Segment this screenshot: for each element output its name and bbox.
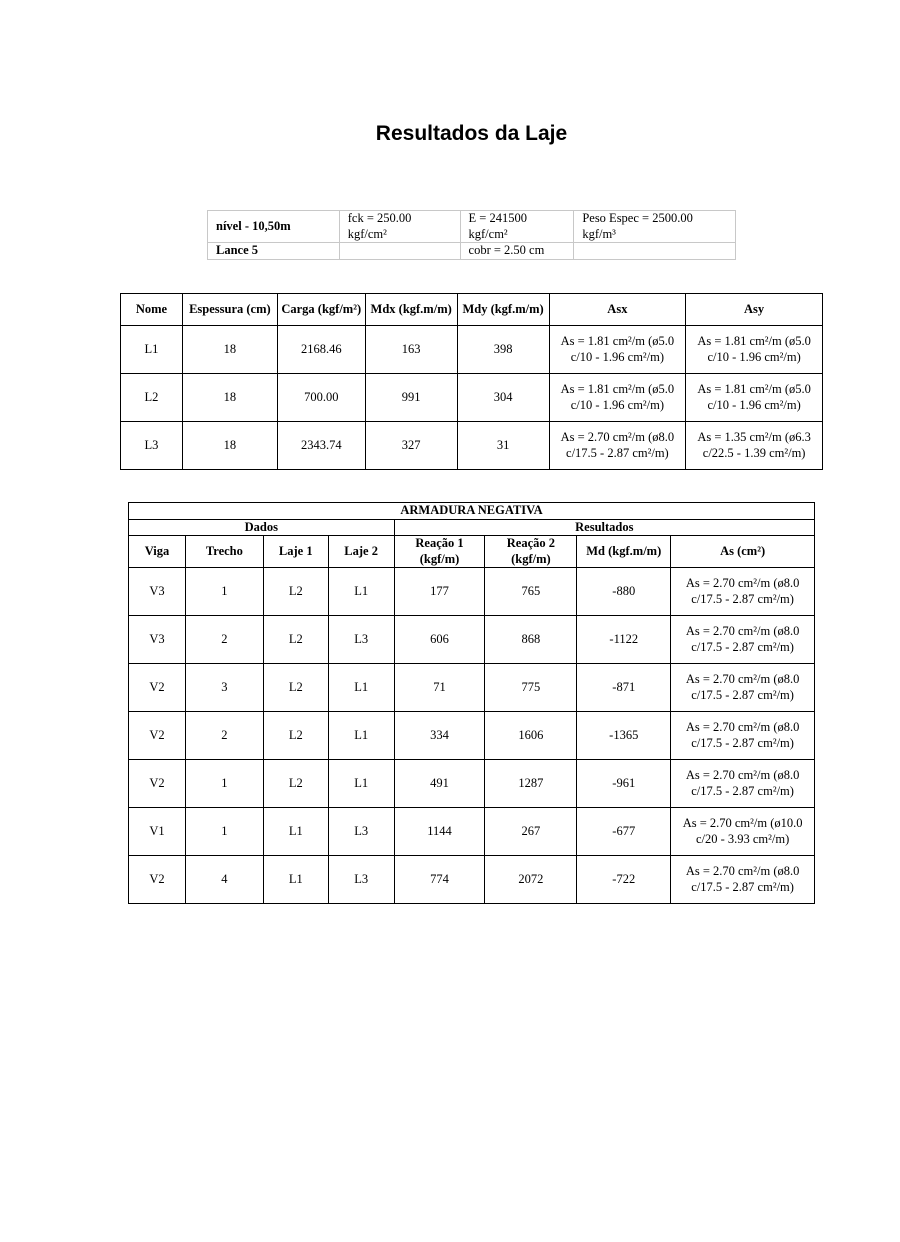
slab-header: Asy — [686, 294, 823, 326]
table-cell: 606 — [394, 616, 485, 664]
table-cell: As = 1.81 cm²/m (ø5.0 c/10 - 1.96 cm²/m) — [686, 326, 823, 374]
table-cell: 2168.46 — [277, 326, 365, 374]
table-cell: 334 — [394, 712, 485, 760]
lance-cell: Lance 5 — [208, 243, 340, 260]
table-cell: V2 — [129, 664, 186, 712]
table-row — [129, 760, 815, 808]
negative-header: As (cm²) — [671, 536, 815, 568]
negative-reinforcement-table — [128, 502, 815, 904]
table-cell: L2 — [263, 568, 328, 616]
table-cell: 1 — [185, 808, 263, 856]
table-cell: As = 1.81 cm²/m (ø5.0 c/10 - 1.96 cm²/m) — [549, 374, 686, 422]
table-cell: L1 — [263, 808, 328, 856]
negative-header: Trecho — [185, 536, 263, 568]
table-cell: 4 — [185, 856, 263, 904]
table-cell: -1122 — [577, 616, 671, 664]
table-cell: 1606 — [485, 712, 577, 760]
table-row — [129, 808, 815, 856]
table-cell: -1365 — [577, 712, 671, 760]
negative-table-title: ARMADURA NEGATIVA — [129, 503, 815, 520]
table-cell: V2 — [129, 760, 186, 808]
table-cell: 1 — [185, 568, 263, 616]
table-cell: L3 — [121, 422, 183, 470]
table-cell: As = 2.70 cm²/m (ø8.0 c/17.5 - 2.87 cm²/m) — [671, 664, 815, 712]
group-dados: Dados — [129, 519, 395, 536]
table-cell: V1 — [129, 808, 186, 856]
table-cell: 163 — [365, 326, 457, 374]
table-cell: 2072 — [485, 856, 577, 904]
table-cell: 765 — [485, 568, 577, 616]
group-resultados: Resultados — [394, 519, 814, 536]
table-cell: V3 — [129, 568, 186, 616]
table-cell: 18 — [182, 326, 277, 374]
e-cell: E = 241500 kgf/cm² — [460, 211, 574, 243]
table-row — [121, 326, 823, 374]
table-cell: 991 — [365, 374, 457, 422]
table-cell: As = 2.70 cm²/m (ø8.0 c/17.5 - 2.87 cm²/m) — [671, 712, 815, 760]
slab-header: Carga (kgf/m²) — [277, 294, 365, 326]
table-cell: 1287 — [485, 760, 577, 808]
negative-header: Reação 2 (kgf/m) — [485, 536, 577, 568]
table-cell: V3 — [129, 616, 186, 664]
negative-header: Reação 1 (kgf/m) — [394, 536, 485, 568]
table-row — [121, 422, 823, 470]
table-cell: As = 2.70 cm²/m (ø8.0 c/17.5 - 2.87 cm²/m) — [671, 616, 815, 664]
info-table — [207, 210, 736, 260]
table-row — [129, 664, 815, 712]
table-cell: 1144 — [394, 808, 485, 856]
table-cell: As = 2.70 cm²/m (ø10.0 c/20 - 3.93 cm²/m) — [671, 808, 815, 856]
table-cell: -961 — [577, 760, 671, 808]
table-cell: 267 — [485, 808, 577, 856]
page-title: Resultados da Laje — [375, 122, 568, 145]
table-cell: L2 — [263, 616, 328, 664]
table-cell: 31 — [457, 422, 549, 470]
table-cell: -880 — [577, 568, 671, 616]
table-cell: 2 — [185, 616, 263, 664]
table-cell: As = 2.70 cm²/m (ø8.0 c/17.5 - 2.87 cm²/m) — [549, 422, 686, 470]
table-cell: L1 — [328, 664, 394, 712]
table-cell: 304 — [457, 374, 549, 422]
slab-header: Espessura (cm) — [182, 294, 277, 326]
table-cell: V2 — [129, 712, 186, 760]
table-cell: 2343.74 — [277, 422, 365, 470]
table-cell: -871 — [577, 664, 671, 712]
table-row — [129, 712, 815, 760]
table-cell: L3 — [328, 808, 394, 856]
slab-header-row — [121, 294, 823, 326]
negative-header-row — [129, 536, 815, 568]
cobr-cell: cobr = 2.50 cm — [460, 243, 574, 260]
slab-header: Nome — [121, 294, 183, 326]
negative-header: Viga — [129, 536, 186, 568]
nivel-cell: nível - 10,50m — [208, 211, 340, 243]
table-cell: As = 1.81 cm²/m (ø5.0 c/10 - 1.96 cm²/m) — [686, 374, 823, 422]
table-cell: -722 — [577, 856, 671, 904]
table-cell: L1 — [328, 760, 394, 808]
table-cell: L2 — [263, 664, 328, 712]
negative-header: Md (kgf.m/m) — [577, 536, 671, 568]
peso-cell: Peso Espec = 2500.00 kgf/m³ — [574, 211, 736, 243]
table-cell: 398 — [457, 326, 549, 374]
table-cell: 3 — [185, 664, 263, 712]
table-cell: V2 — [129, 856, 186, 904]
table-cell: L1 — [121, 326, 183, 374]
table-cell: 177 — [394, 568, 485, 616]
slab-header: Asx — [549, 294, 686, 326]
table-cell: L1 — [263, 856, 328, 904]
negative-header: Laje 2 — [328, 536, 394, 568]
table-cell: 868 — [485, 616, 577, 664]
slab-header: Mdx (kgf.m/m) — [365, 294, 457, 326]
table-row — [129, 856, 815, 904]
table-cell: As = 1.81 cm²/m (ø5.0 c/10 - 1.96 cm²/m) — [549, 326, 686, 374]
table-row — [129, 568, 815, 616]
table-cell: 71 — [394, 664, 485, 712]
table-cell: -677 — [577, 808, 671, 856]
table-cell: L3 — [328, 856, 394, 904]
table-cell: L2 — [121, 374, 183, 422]
table-row — [121, 374, 823, 422]
table-cell: 327 — [365, 422, 457, 470]
slab-header: Mdy (kgf.m/m) — [457, 294, 549, 326]
empty-cell — [574, 243, 736, 260]
table-cell: 18 — [182, 422, 277, 470]
table-cell: L3 — [328, 616, 394, 664]
table-cell: 700.00 — [277, 374, 365, 422]
table-cell: 775 — [485, 664, 577, 712]
table-cell: 1 — [185, 760, 263, 808]
table-cell: As = 1.35 cm²/m (ø6.3 c/22.5 - 1.39 cm²/m) — [686, 422, 823, 470]
negative-header: Laje 1 — [263, 536, 328, 568]
table-cell: L2 — [263, 760, 328, 808]
table-cell: As = 2.70 cm²/m (ø8.0 c/17.5 - 2.87 cm²/m) — [671, 568, 815, 616]
table-cell: L1 — [328, 568, 394, 616]
table-cell: 491 — [394, 760, 485, 808]
table-cell: L2 — [263, 712, 328, 760]
table-cell: 18 — [182, 374, 277, 422]
table-cell: 2 — [185, 712, 263, 760]
fck-cell: fck = 250.00 kgf/cm² — [339, 211, 460, 243]
table-cell: L1 — [328, 712, 394, 760]
table-cell: As = 2.70 cm²/m (ø8.0 c/17.5 - 2.87 cm²/m) — [671, 856, 815, 904]
slab-table — [120, 293, 823, 470]
table-cell: As = 2.70 cm²/m (ø8.0 c/17.5 - 2.87 cm²/m) — [671, 760, 815, 808]
empty-cell — [339, 243, 460, 260]
table-cell: 774 — [394, 856, 485, 904]
table-row — [129, 616, 815, 664]
